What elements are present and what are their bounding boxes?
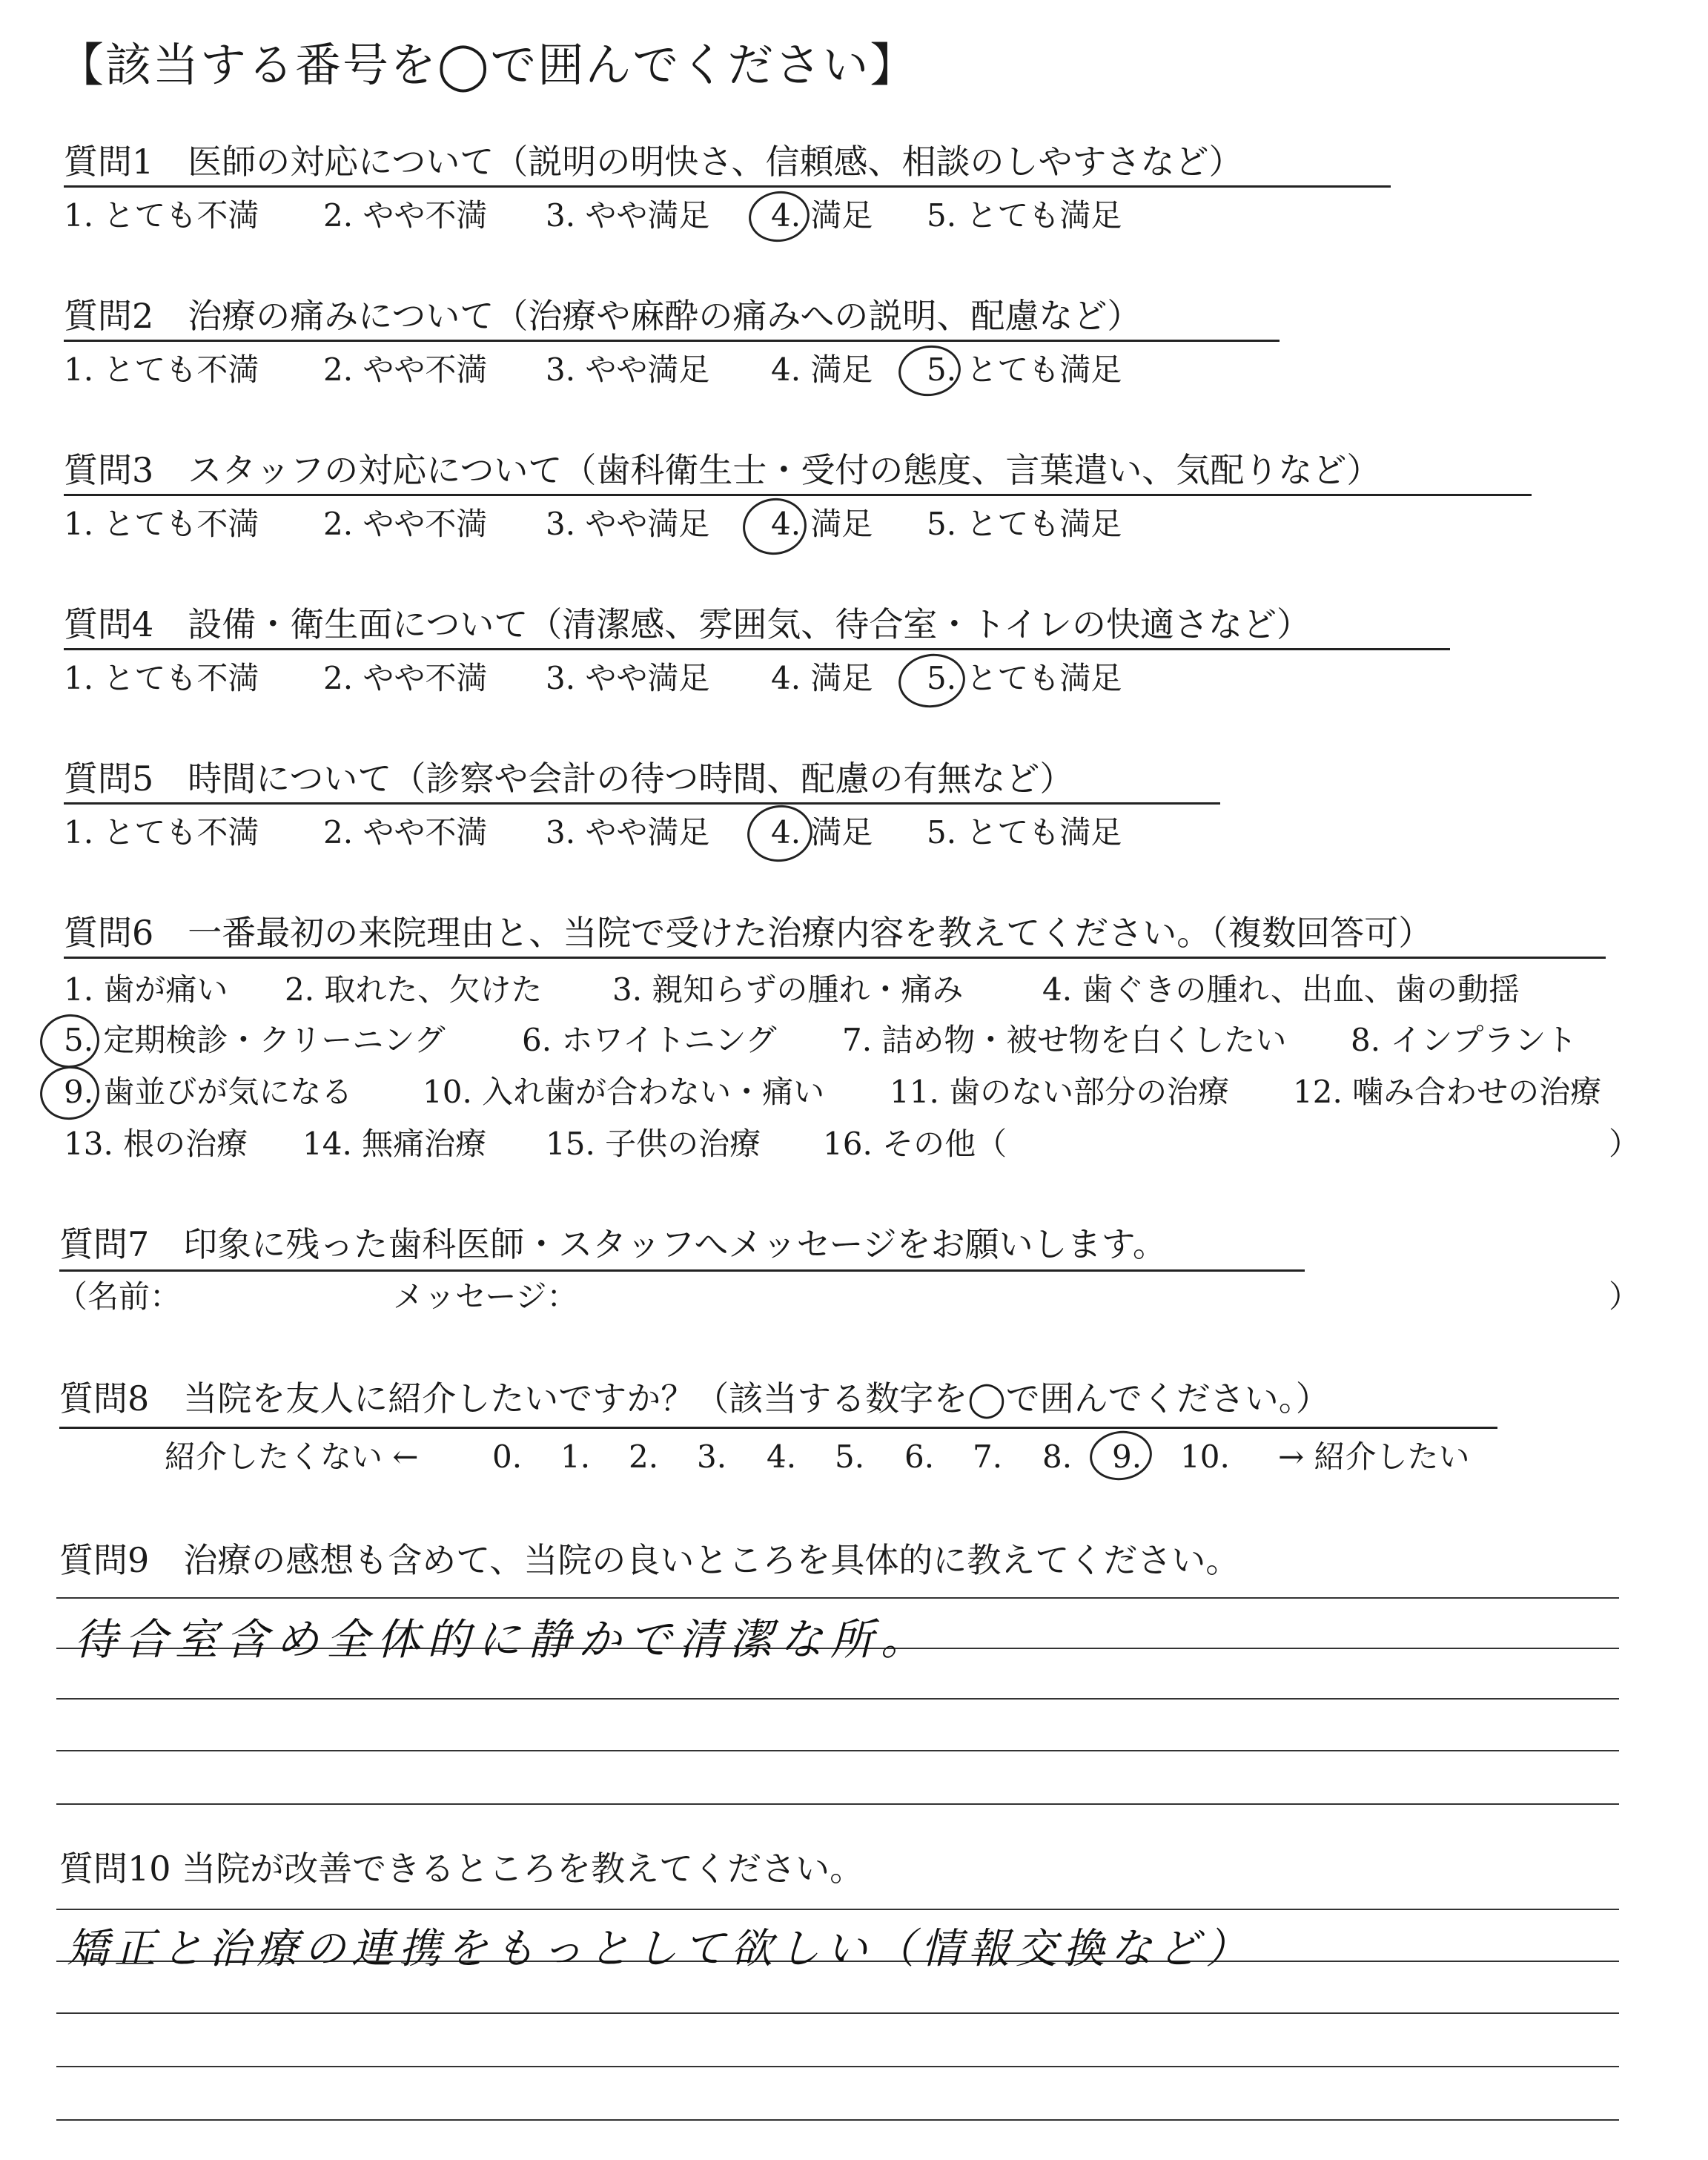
score-option[interactable]: 1. (560, 1439, 591, 1475)
score-option[interactable]: 4. (767, 1439, 797, 1475)
question-6-underline (64, 957, 1606, 959)
selection-circle (746, 188, 813, 246)
selection-circle (739, 494, 810, 558)
reason-option[interactable]: 1. 歯が痛い (64, 971, 228, 1008)
score-option[interactable]: 5. (835, 1439, 865, 1475)
other-close-paren: ） (1609, 1126, 1641, 1162)
option-4[interactable]: 4. 満足 (771, 814, 873, 851)
reason-option[interactable]: 12. 噛み合わせの治療 (1293, 1074, 1602, 1110)
question-5-label: 質問5 時間について（診察や会計の待つ時間、配慮の有無など） (64, 759, 1074, 799)
option-5[interactable]: 5. とても満足 (927, 197, 1122, 234)
option-2[interactable]: 2. やや不満 (323, 197, 488, 234)
option-5[interactable]: 5. とても満足 (927, 351, 1122, 388)
option-3[interactable]: 3. やや満足 (546, 660, 710, 696)
message-close-paren: ） (1609, 1278, 1641, 1315)
reason-option[interactable]: 7. 詰め物・被せ物を白くしたい (842, 1022, 1287, 1058)
question-7-label: 質問7 印象に残った歯科医師・スタッフへメッセージをお願いします。 (59, 1224, 1167, 1264)
reason-option[interactable]: 5. 定期検診・クリーニング (64, 1022, 446, 1058)
option-5[interactable]: 5. とても満足 (927, 814, 1122, 851)
reason-option[interactable]: 14. 無痛治療 (302, 1126, 487, 1162)
reason-option[interactable]: 2. 取れた、欠けた (285, 971, 543, 1008)
reason-option[interactable]: 16. その他（ (823, 1126, 1007, 1162)
selection-circle (744, 801, 816, 866)
score-option[interactable]: 3. (697, 1439, 727, 1475)
option-4[interactable]: 4. 満足 (771, 351, 873, 388)
selection-circle (1087, 1427, 1155, 1484)
question-1-underline (64, 185, 1391, 188)
option-3[interactable]: 3. やや満足 (546, 197, 710, 234)
question-5-underline (64, 802, 1220, 805)
reason-option[interactable]: 4. 歯ぐきの腫れ、出血、歯の動揺 (1042, 971, 1520, 1008)
question-9-label: 質問9 治療の感想も含めて、当院の良いところを具体的に教えてください。 (59, 1540, 1240, 1580)
reason-option[interactable]: 9. 歯並びが気になる (64, 1074, 353, 1110)
reason-option[interactable]: 11. 歯のない部分の治療 (890, 1074, 1230, 1110)
option-5[interactable]: 5. とても満足 (927, 506, 1122, 542)
message-label: メッセージ： (393, 1278, 578, 1315)
recommend-right-label: → 紹介したい (1278, 1439, 1470, 1475)
question-2-underline (64, 340, 1280, 342)
score-option[interactable]: 7. (973, 1439, 1003, 1475)
reason-option[interactable]: 13. 根の治療 (64, 1126, 248, 1162)
question-10-handwritten-answer: 矯正と治療の連携をもっとして欲しい（情報交換など） (67, 1925, 1253, 1973)
option-3[interactable]: 3. やや満足 (546, 814, 710, 851)
option-1[interactable]: 1. とても不満 (64, 506, 259, 542)
option-2[interactable]: 2. やや不満 (323, 814, 488, 851)
option-4[interactable]: 4. 満足 (771, 197, 873, 234)
option-4[interactable]: 4. 満足 (771, 506, 873, 542)
option-2[interactable]: 2. やや不満 (323, 506, 488, 542)
reason-option[interactable]: 10. 入れ歯が合わない・痛い (423, 1074, 825, 1110)
option-5[interactable]: 5. とても満足 (927, 660, 1122, 696)
question-9-handwritten-answer: 待合室含め全体的に静かで清潔な所。 (74, 1614, 932, 1665)
option-2[interactable]: 2. やや不満 (323, 351, 488, 388)
question-4-label: 質問4 設備・衛生面について（清潔感、雰囲気、待合室・トイレの快適さなど） (64, 604, 1311, 644)
question-7-underline (59, 1269, 1305, 1272)
reason-option[interactable]: 8. インプラント (1351, 1022, 1578, 1058)
question-8-label: 質問8 当院を友人に紹介したいですか？（該当する数字を◯で囲んでください。） (59, 1378, 1330, 1418)
option-1[interactable]: 1. とても不満 (64, 351, 259, 388)
question-2-label: 質問2 治療の痛みについて（治療や麻酔の痛みへの説明、配慮など） (64, 296, 1142, 336)
selection-circle (896, 341, 964, 400)
question-10-label: 質問10 当院が改善できるところを教えてください。 (59, 1849, 864, 1889)
reason-option[interactable]: 6. ホワイトニング (522, 1022, 777, 1058)
question-1-label: 質問1 医師の対応について（説明の明快さ、信頼感、相談のしやすさなど） (64, 142, 1243, 182)
question-4-underline (64, 648, 1450, 650)
option-3[interactable]: 3. やや満足 (546, 351, 710, 388)
selection-circle (895, 650, 968, 712)
score-option[interactable]: 0. (492, 1439, 523, 1475)
question-8-underline (59, 1427, 1497, 1429)
score-option[interactable]: 8. (1042, 1439, 1073, 1475)
question-6-label: 質問6 一番最初の来院理由と、当院で受けた治療内容を教えてください。（複数回答可） (64, 913, 1433, 953)
question-3-underline (64, 494, 1532, 496)
question-3-label: 質問3 スタッフの対応について（歯科衛生士・受付の態度、言葉遣い、気配りなど） (64, 450, 1381, 490)
reason-option[interactable]: 15. 子供の治療 (546, 1126, 761, 1162)
option-1[interactable]: 1. とても不満 (64, 660, 259, 696)
option-3[interactable]: 3. やや満足 (546, 506, 710, 542)
page-title: 【該当する番号を◯で囲んでください】 (58, 38, 918, 92)
option-2[interactable]: 2. やや不満 (323, 660, 488, 696)
selection-circle (36, 1011, 102, 1071)
score-option[interactable]: 9. (1112, 1439, 1142, 1475)
name-label: （名前： (56, 1278, 182, 1315)
option-1[interactable]: 1. とても不満 (64, 197, 259, 234)
selection-circle (36, 1063, 102, 1123)
option-4[interactable]: 4. 満足 (771, 660, 873, 696)
score-option[interactable]: 2. (629, 1439, 659, 1475)
score-option[interactable]: 6. (904, 1439, 935, 1475)
option-1[interactable]: 1. とても不満 (64, 814, 259, 851)
reason-option[interactable]: 3. 親知らずの腫れ・痛み (612, 971, 964, 1008)
score-option[interactable]: 10. (1180, 1439, 1230, 1475)
recommend-left-label: 紹介したくない ← (165, 1439, 419, 1475)
